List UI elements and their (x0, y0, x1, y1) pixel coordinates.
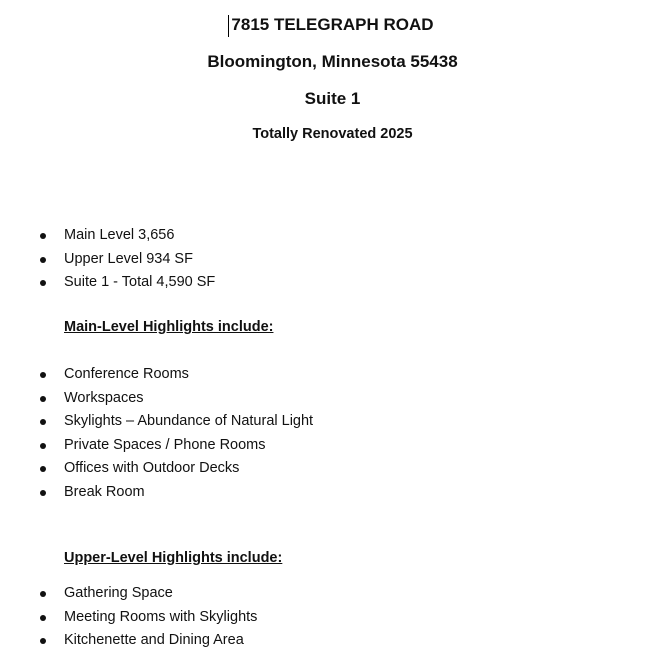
list-item-text: Conference Rooms (64, 366, 189, 382)
bullet-icon (40, 257, 46, 263)
list-item-text: Skylights – Abundance of Natural Light (64, 413, 314, 430)
bullet-icon (40, 233, 46, 239)
upper-level-heading: Upper-Level Highlights include: (64, 550, 283, 566)
list-item-text: Suite 1 - Total 4,590 SF (64, 274, 216, 291)
bullet-icon (40, 396, 46, 402)
renovation-note: Totally Renovated 2025 (252, 126, 413, 142)
bullet-icon (40, 419, 46, 425)
list-item-text: Meeting Rooms with Skylights (64, 608, 258, 625)
list-item-text: Upper Level 934 SF (64, 250, 193, 267)
suite-heading: Suite 1 (304, 89, 361, 108)
city-heading: Bloomington, Minnesota 55438 (207, 52, 458, 71)
list-item-text: Gathering Space (64, 585, 173, 601)
bullet-icon (40, 638, 46, 644)
bullet-icon (40, 615, 46, 621)
bullet-icon (40, 466, 46, 472)
list-item-text: Workspaces (64, 389, 144, 406)
bullet-icon (40, 490, 46, 496)
bullet-icon (40, 443, 46, 449)
bullet-icon (40, 280, 46, 286)
bullet-icon (40, 372, 46, 378)
address-heading: 7815 TELEGRAPH ROAD (231, 15, 434, 34)
main-level-heading: Main-Level Highlights include: (64, 319, 274, 335)
list-item-text: Main Level 3,656 (64, 227, 175, 243)
list-item-text: Break Room (64, 483, 145, 500)
list-item-text: Private Spaces / Phone Rooms (64, 436, 266, 453)
list-item-text: Kitchenette and Dining Area (64, 632, 244, 649)
list-item-text: Offices with Outdoor Decks (64, 460, 240, 477)
bullet-icon (40, 591, 46, 597)
